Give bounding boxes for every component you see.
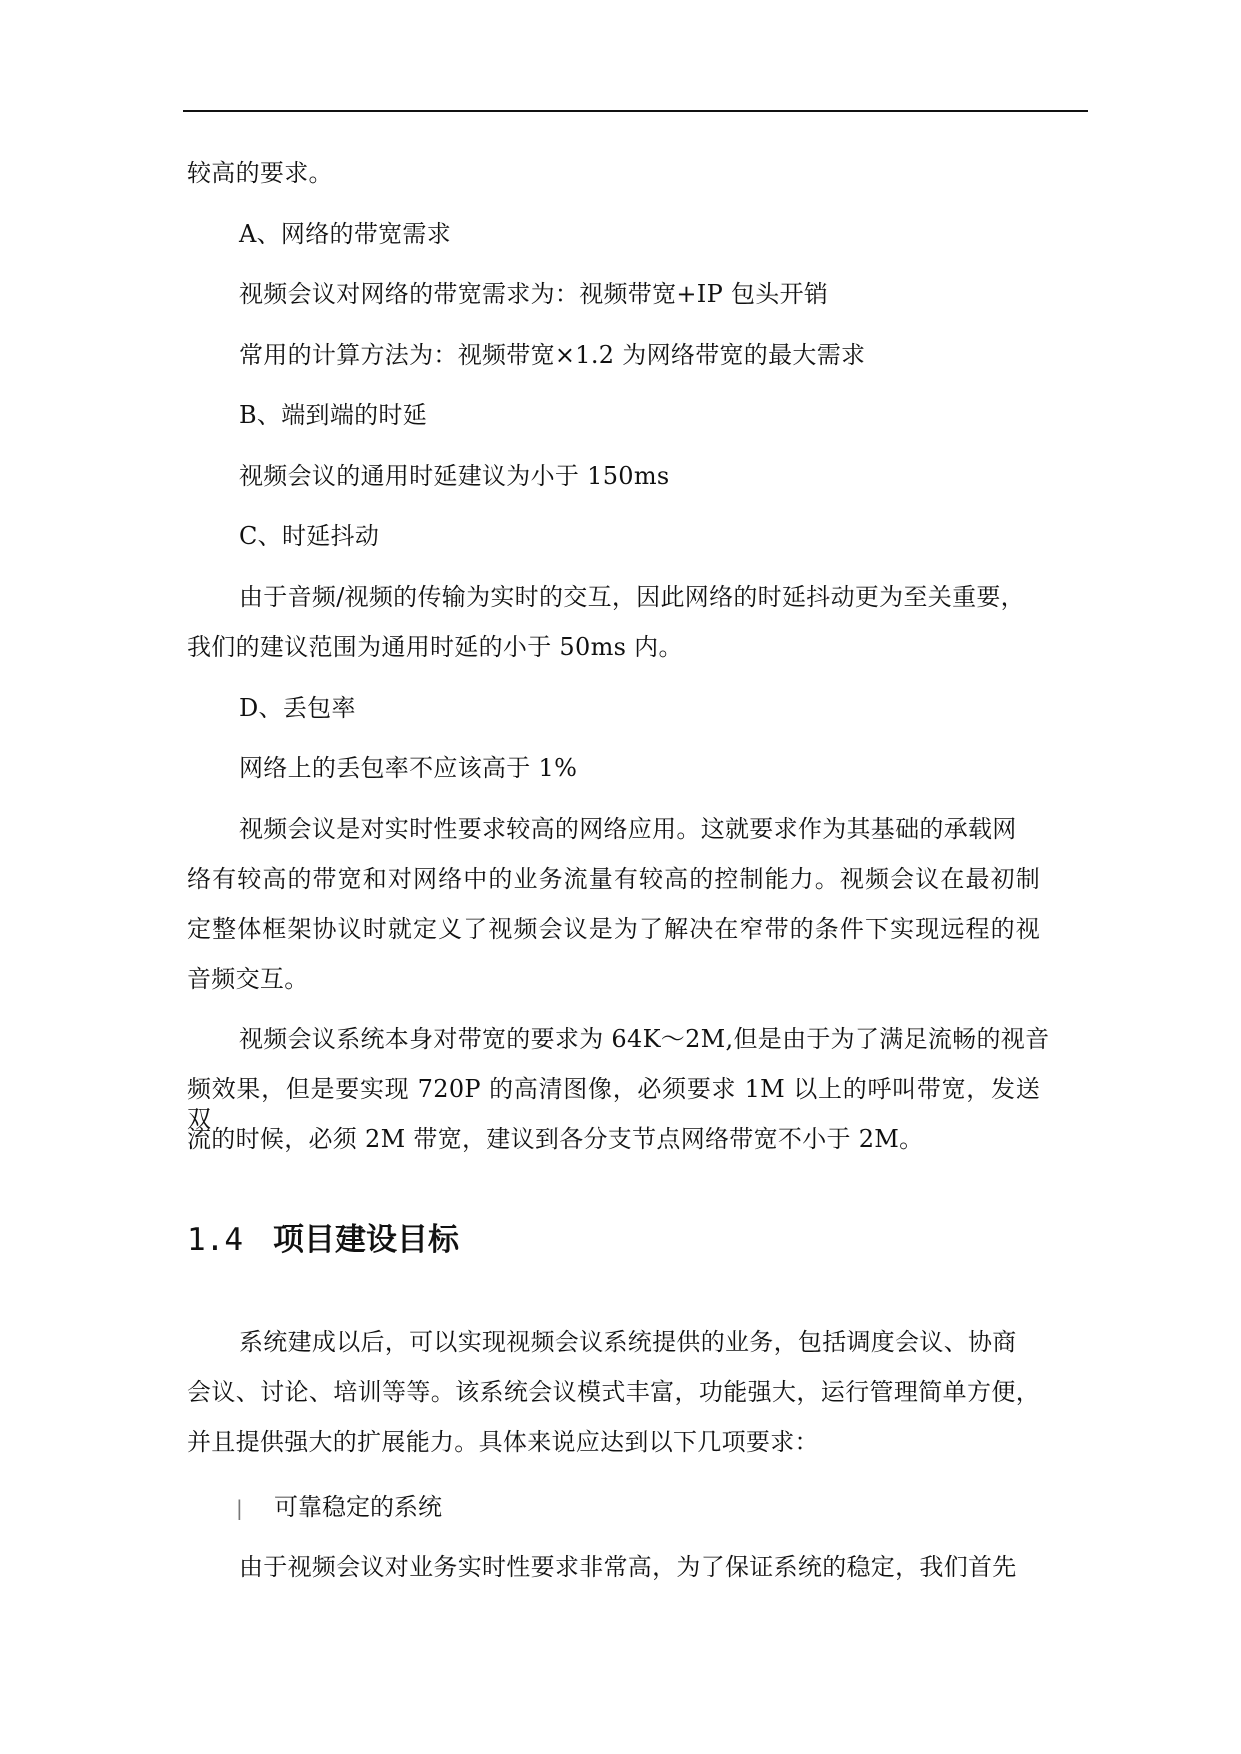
- paragraph-line: 较高的要求。: [187, 159, 333, 187]
- paragraph-line: 我们的建议范围为通用时延的小于 50ms 内。: [187, 633, 683, 661]
- section-title: 项目建设目标: [273, 1222, 459, 1258]
- paragraph-line: 视频会议的通用时延建议为小于 150ms: [239, 462, 670, 490]
- paragraph-line: 会议、讨论、培训等等。该系统会议模式丰富，功能强大，运行管理简单方便，: [187, 1378, 1040, 1406]
- paragraph-line: 系统建成以后，可以实现视频会议系统提供的业务，包括调度会议、协商: [239, 1328, 1017, 1356]
- paragraph-line: 视频会议对网络的带宽需求为：视频带宽+IP 包头开销: [239, 280, 829, 308]
- paragraph-line: 音频交互。: [187, 965, 309, 993]
- section-number: 1.4: [187, 1222, 243, 1258]
- bullet-item: [236, 1492, 442, 1523]
- paragraph-line: 流的时候，必须 2M 带宽，建议到各分支节点网络带宽不小于 2M。: [187, 1125, 924, 1153]
- section-heading: [187, 1220, 459, 1260]
- paragraph-line: 网络上的丢包率不应该高于 1%: [239, 754, 578, 782]
- header-rule: [183, 110, 1088, 112]
- paragraph-line: 络有较高的带宽和对网络中的业务流量有较高的控制能力。视频会议在最初制: [187, 865, 1040, 893]
- paragraph-line: 由于音频/视频的传输为实时的交互，因此网络的时延抖动更为至关重要，: [239, 583, 1025, 611]
- subheading-b: B、端到端的时延: [239, 401, 428, 429]
- paragraph-line: 常用的计算方法为：视频带宽×1.2 为网络带宽的最大需求: [239, 341, 866, 369]
- subheading-c: C、时延抖动: [239, 522, 380, 550]
- paragraph-line: 视频会议系统本身对带宽的要求为 64K～2M,但是由于为了满足流畅的视音: [239, 1025, 1050, 1053]
- subheading-d: D、丢包率: [239, 694, 356, 722]
- paragraph-line: 并且提供强大的扩展能力。具体来说应达到以下几项要求：: [187, 1428, 819, 1456]
- bullet-marker: |: [236, 1496, 243, 1520]
- paragraph-line: 视频会议是对实时性要求较高的网络应用。这就要求作为其基础的承载网: [239, 815, 1017, 843]
- paragraph-line: 频效果，但是要实现 720P 的高清图像，必须要求 1M 以上的呼叫带宽，发送双: [187, 1075, 1040, 1133]
- subheading-a: A、网络的带宽需求: [239, 220, 452, 248]
- bullet-text: 可靠稳定的系统: [274, 1493, 442, 1521]
- paragraph-line: 由于视频会议对业务实时性要求非常高，为了保证系统的稳定，我们首先: [239, 1553, 1017, 1581]
- paragraph-line: 定整体框架协议时就定义了视频会议是为了解决在窄带的条件下实现远程的视: [187, 915, 1040, 943]
